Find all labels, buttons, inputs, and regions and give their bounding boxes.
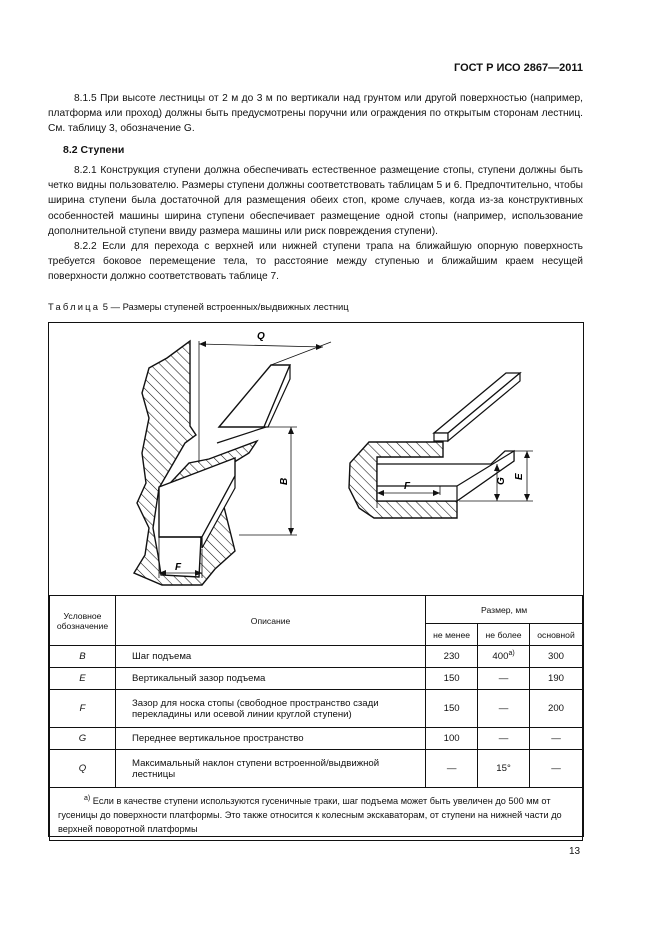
row-max: [478, 646, 530, 668]
label-f-left: F: [175, 562, 182, 573]
section-heading-8-2: 8.2 Ступени: [63, 144, 125, 156]
table-row: [50, 668, 583, 690]
right-step-drawing: [349, 373, 533, 518]
header-min: не менее: [426, 624, 478, 646]
row-max-value: 400: [492, 651, 509, 663]
row-description: Максимальный наклон ступени встроенной/выдвижной лестницы: [115, 750, 425, 788]
row-nominal: —: [530, 728, 583, 750]
table-footnote: [50, 788, 583, 841]
table-caption-text: 5 — Размеры ступеней встроенных/выдвижных лестниц: [102, 301, 349, 312]
table-row: [50, 690, 583, 728]
header-nominal: основной: [530, 624, 583, 646]
paragraph-8-2-1: 8.2.1 Конструкция ступени должна обеспечивать естественное размещение стопы, ступени должны быть четко видны пользователю. Размеры ступени должны соответствовать таблицам 5 и 6. Предпочтительно, чтобы ширина ступени была достаточной для размещения обеих стоп, кроме случаев, когда из-за конструктивных особенностей машины ширина ступени обеспечивает размещение одной стопы (например, использование дополнительной ступени ввиду размера машины или риск повреждения ступени).: [48, 165, 583, 237]
row-code: G: [50, 728, 116, 750]
document-code: ГОСТ Р ИСО 2867—2011: [453, 62, 583, 74]
label-e: E: [514, 473, 525, 480]
dimensions-table: [49, 595, 583, 841]
row-description: Шаг подъема: [115, 646, 425, 668]
table-row: [50, 728, 583, 750]
header-max: не более: [478, 624, 530, 646]
page-number: 13: [569, 846, 581, 857]
header-size: Размер, мм: [426, 596, 583, 624]
row-code: Q: [50, 750, 116, 788]
table-caption: [48, 301, 349, 312]
label-q: Q: [257, 331, 265, 342]
row-max: —: [478, 690, 530, 728]
row-code: B: [50, 646, 116, 668]
left-step-drawing: [134, 341, 331, 585]
row-min: 150: [426, 690, 478, 728]
header-description: Описание: [115, 596, 425, 646]
row-nominal: —: [530, 750, 583, 788]
row-min: 100: [426, 728, 478, 750]
step-dimension-figure: [49, 323, 583, 595]
row-code: F: [50, 690, 116, 728]
header-designation: Условное обозначение: [50, 596, 116, 646]
table-caption-word: Таблица: [48, 301, 101, 312]
row-code: E: [50, 668, 116, 690]
row-max: —: [478, 728, 530, 750]
table-row: [50, 750, 583, 788]
paragraph-8-2-2: 8.2.2 Если для перехода с верхней или нижней ступени трапа на ближайшую опорную поверхность требуется боковое перемещение тела, то расстояние между ступенью и ближайшим краем несущей поверхности должно соответствовать таблице 7.: [48, 241, 583, 283]
row-nominal: 200: [530, 690, 583, 728]
table-footnote-row: [50, 788, 583, 841]
footnote-text: Если в качестве ступени используются гусеничные траки, шаг подъема может быть увеличен до 500 мм от гусеницы до поверхности платформы. Это также относится к колесным экскаваторам, от ступени на нижней части до верхней поворотной платформы: [58, 796, 562, 835]
paragraph-8-1-5: 8.1.5 При высоте лестницы от 2 м до 3 м по вертикали над грунтом или другой поверхностью (например, платформа или проход) должны быть предусмотрены поручни или ограждения по открытым сторонам лестниц. См. таблицу 3, обозначение G.: [48, 93, 583, 135]
row-description: Зазор для носка стопы (свободное пространство сзади перекладины или осевой линии круглой ступени): [115, 690, 425, 728]
row-description: Вертикальный зазор подъема: [115, 668, 425, 690]
table-5: [48, 322, 584, 837]
row-nominal: 300: [530, 646, 583, 668]
row-max: 15°: [478, 750, 530, 788]
footnote-ref: a): [508, 650, 515, 658]
row-min: 150: [426, 668, 478, 690]
row-nominal: 190: [530, 668, 583, 690]
row-description: Переднее вертикальное пространство: [115, 728, 425, 750]
row-min: —: [426, 750, 478, 788]
footnote-mark: a): [84, 795, 91, 802]
label-b: B: [279, 477, 290, 485]
row-min: 230: [426, 646, 478, 668]
row-max: —: [478, 668, 530, 690]
label-f-right: F: [404, 481, 411, 492]
label-g: G: [496, 477, 507, 485]
table-row: [50, 646, 583, 668]
